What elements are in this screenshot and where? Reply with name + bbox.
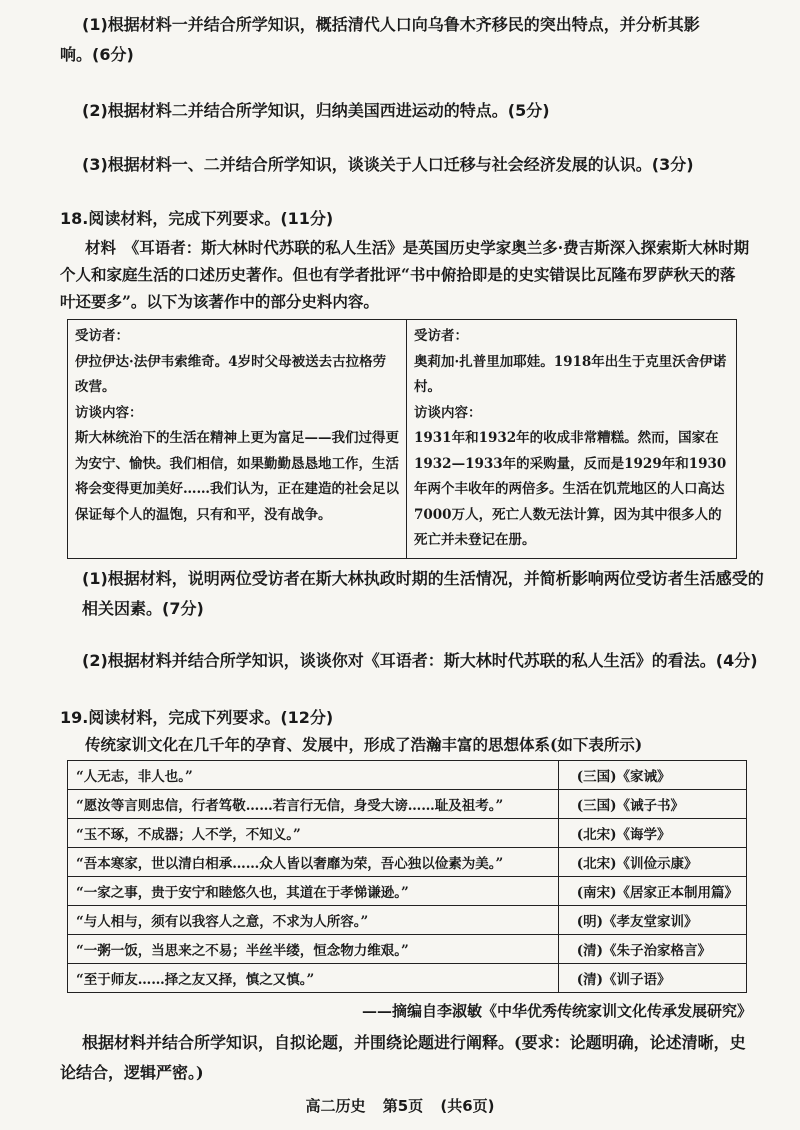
page-footer xyxy=(0,1095,800,1116)
interview-right xyxy=(407,320,737,559)
q19-heading: 19.阅读材料，完成下列要求。(12分) xyxy=(60,708,334,727)
source-cell: (清)《朱子治家格言》 xyxy=(558,935,746,964)
table-row xyxy=(68,848,747,877)
interview-table xyxy=(67,319,737,559)
table-row xyxy=(68,877,747,906)
q17-sub1 xyxy=(60,10,750,70)
quote-cell: “一家之事，贵于安宁和睦悠久也，其道在于孝悌谦逊。” xyxy=(68,877,559,906)
left-label-content: 访谈内容： xyxy=(75,404,143,421)
quote-cell: “愿汝等言则忠信，行者笃敬……若言行无信，身受大谤……耻及祖考。” xyxy=(68,790,559,819)
quote-cell: “一粥一饭，当思来之不易；半丝半缕，恒念物力维艰。” xyxy=(68,935,559,964)
q18-heading: 18.阅读材料，完成下列要求。(11分) xyxy=(60,209,334,228)
table-row xyxy=(68,761,747,790)
q17-sub2: (2)根据材料二并结合所学知识，归纳美国西进运动的特点。(5分) xyxy=(82,101,550,120)
table-row xyxy=(68,819,747,848)
source-cell: (北宋)《诲学》 xyxy=(558,819,746,848)
left-content: 斯大林统治下的生活在精神上更为富足——我们过得更为安宁、愉快。我们相信，如果勤勤恳恳地工作，生活将会变得更加美好……我们认为，正在建造的社会足以保证每个人的温饱，只有和平，没有战争。 xyxy=(75,430,399,523)
family-instructions-table xyxy=(67,760,747,993)
source-cell: (清)《训子语》 xyxy=(558,964,746,993)
q18-sub2: (2)根据材料并结合所学知识，谈谈你对《耳语者：斯大林时代苏联的私人生活》的看法。(4分) xyxy=(82,651,758,670)
footer-subject: 高二历史 xyxy=(305,1097,366,1115)
q18-material-text: 材料 《耳语者：斯大林时代苏联的私人生活》是英国历史学家奥兰多·费吉斯深入探索斯大林时期个人和家庭生活的口述历史著作。但也有学者批评“书中俯拾即是的史实错误比瓦隆布罗萨秋天的落叶还要多”。以下为该著作中的部分史料内容。 xyxy=(60,238,750,311)
right-content: 1931年和1932年的收成非常糟糕。然而，国家在1932—1933年的采购量，反而是1929年和1930年两个丰收年的两倍多。生活在饥荒地区的人口高达7000万人，死亡人数无法计算，因为其中很多人的死亡并未登记在册。 xyxy=(414,430,727,548)
source-cell: (三国)《家诫》 xyxy=(558,761,746,790)
quote-cell: “吾本寒家，世以清白相承……众人皆以奢靡为荣，吾心独以俭素为美。” xyxy=(68,848,559,877)
table-row xyxy=(68,935,747,964)
source-cell: (明)《孝友堂家训》 xyxy=(558,906,746,935)
source-cell: (北宋)《训俭示康》 xyxy=(558,848,746,877)
q17-sub1-line1: (1)根据材料一并结合所学知识，概括清代人口向乌鲁木齐移民的突出特点，并分析其影 xyxy=(82,15,700,34)
q17-sub1-line2: 响。(6分) xyxy=(60,45,134,64)
quote-cell: “人无志，非人也。” xyxy=(68,761,559,790)
quote-cell: “玉不琢，不成器；人不学，不知义。” xyxy=(68,819,559,848)
q17-sub3: (3)根据材料一、二并结合所学知识，谈谈关于人口迁移与社会经济发展的认识。(3分) xyxy=(82,155,694,174)
q18-material xyxy=(60,234,750,315)
q18-sub1: (1)根据材料，说明两位受访者在斯大林执政时期的生活情况，并简析影响两位受访者生活感受的相关因素。(7分) xyxy=(82,569,764,618)
q19-task-text: 根据材料并结合所学知识，自拟论题，并围绕论题进行阐释。(要求：论题明确，论述清晰，史论结合，逻辑严密。) xyxy=(60,1033,746,1082)
footer-total: (共6页) xyxy=(440,1097,495,1115)
right-person: 奥莉加·扎普里加耶娃。1918年出生于克里沃舍伊诺村。 xyxy=(414,353,727,395)
left-label-interviewee: 受访者： xyxy=(75,328,129,344)
interview-left xyxy=(68,320,407,559)
table-row xyxy=(68,790,747,819)
table-row xyxy=(68,964,747,993)
right-label-content: 访谈内容： xyxy=(414,404,482,421)
right-label-interviewee: 受访者： xyxy=(414,328,468,344)
source-cell: (三国)《诫子书》 xyxy=(558,790,746,819)
q19-task xyxy=(60,1028,750,1088)
source-cell: (南宋)《居家正本制用篇》 xyxy=(558,877,746,906)
q19-intro: 传统家训文化在几千年的孕育、发展中，形成了浩瀚丰富的思想体系(如下表所示) xyxy=(85,735,643,754)
left-person: 伊拉伊达·法伊韦索维奇。4岁时父母被送去古拉格劳改营。 xyxy=(75,353,387,395)
source-credit: ——摘编自李淑敏《中华优秀传统家训文化传承发展研究》 xyxy=(361,1002,752,1020)
footer-page: 第5页 xyxy=(382,1097,424,1115)
table-row xyxy=(68,906,747,935)
quote-cell: “与人相与，须有以我容人之意，不求为人所容。” xyxy=(68,906,559,935)
quote-cell: “至于师友……择之友又择，慎之又慎。” xyxy=(68,964,559,993)
